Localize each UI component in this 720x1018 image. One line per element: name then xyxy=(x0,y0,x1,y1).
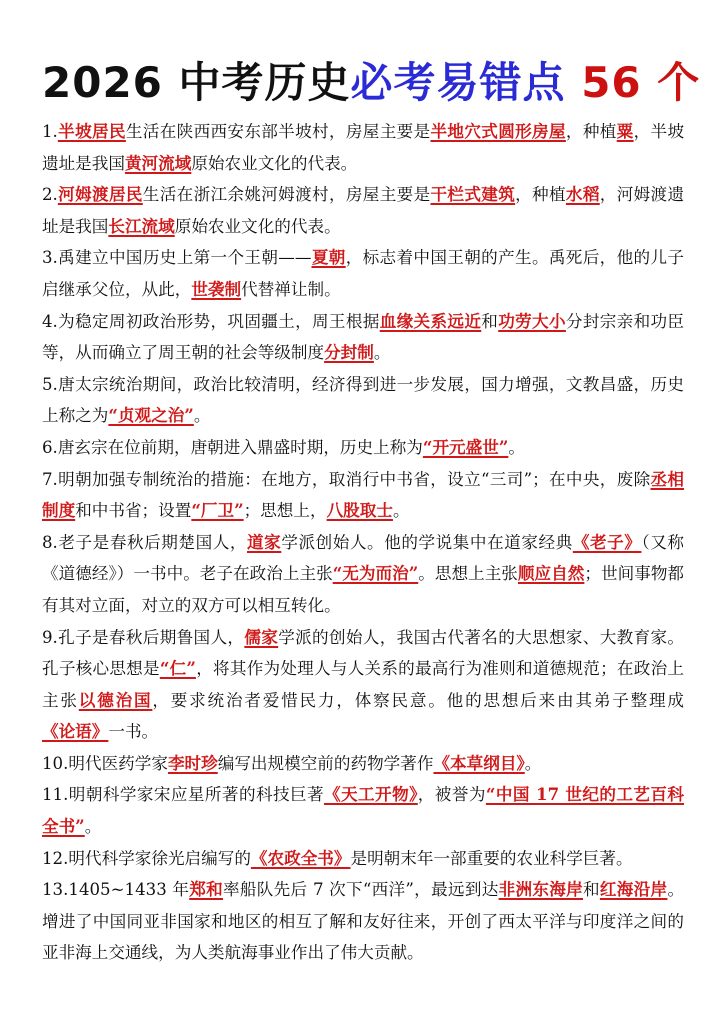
item-text: 。 xyxy=(524,753,542,773)
key-term: 丞相制度 xyxy=(42,468,685,521)
item-text: 。 xyxy=(84,817,102,837)
key-term: 黄河流域 xyxy=(124,152,192,173)
key-term: 《天工开物》 xyxy=(324,784,418,805)
item-text: ，要求统治者爱惜民力，体察民意。他的思想后来由其弟子整理成 xyxy=(152,690,685,710)
key-term: 《老子》 xyxy=(572,531,642,552)
item-text: 学派创始人。他的学说集中在道家经典 xyxy=(281,532,573,552)
key-term: 《本草纲目》 xyxy=(433,752,525,773)
key-term: 分封制 xyxy=(324,342,374,363)
item-text: 。 xyxy=(392,501,410,521)
key-term: 道家 xyxy=(247,531,282,552)
key-term: 干栏式建筑 xyxy=(430,184,516,205)
item-text: ；世间事物都有其对立面，对立的双方可以相互转化。 xyxy=(42,564,685,615)
knowledge-point-item xyxy=(42,779,684,842)
item-text: 12.明代科学家徐光启编写的 xyxy=(42,848,251,868)
key-term: 李时珍 xyxy=(167,752,218,773)
item-text: 13.1405~1433 年 xyxy=(42,880,190,900)
item-text: ，半坡遗址是我国 xyxy=(42,122,685,173)
key-term: “贞观之治” xyxy=(108,405,194,426)
item-text: 3.禹建立中国历史上第一个王朝—— xyxy=(42,248,312,268)
item-text: 4.为稳定周初政治形势，巩固疆土，周王根据 xyxy=(42,311,380,331)
item-text: 一书。 xyxy=(108,722,159,742)
key-term: 以德治国 xyxy=(78,689,153,710)
key-term: 儒家 xyxy=(244,626,279,647)
item-text: 。思想上主张 xyxy=(418,564,518,584)
key-term: 血缘关系远近 xyxy=(379,310,482,331)
knowledge-point-item xyxy=(42,369,684,432)
knowledge-point-item xyxy=(42,242,684,305)
key-term: “开元盛世” xyxy=(422,436,509,457)
key-term: 八股取士 xyxy=(326,500,393,521)
item-text: 是明朝末年一部重要的农业科学巨著。 xyxy=(350,848,633,868)
key-term: 河姆渡居民 xyxy=(57,184,143,205)
item-text: 原始农业文化的代表。 xyxy=(174,216,341,236)
key-term: “仁” xyxy=(159,658,196,679)
knowledge-point-item xyxy=(42,306,684,369)
knowledge-point-item xyxy=(42,748,684,780)
key-term: 粟 xyxy=(616,121,634,141)
title-part3: 个 xyxy=(657,58,701,107)
item-text: 生活在浙江余姚河姆渡村，房屋主要是 xyxy=(142,185,431,205)
key-term: 非洲东海岸 xyxy=(498,879,584,900)
item-text: 9.孔子是春秋后期鲁国人， xyxy=(42,627,245,647)
item-text: 。 xyxy=(508,437,525,457)
item-text: ，被誉为 xyxy=(417,785,486,805)
title-count: 56 xyxy=(581,58,642,107)
key-term: 长江流域 xyxy=(108,215,175,236)
title-part2: 必考易错点 xyxy=(350,58,566,107)
title-year: 2026 xyxy=(42,58,163,107)
item-text: 代替禅让制。 xyxy=(241,279,341,299)
item-text: 8.老子是春秋后期楚国人， xyxy=(42,532,248,552)
knowledge-point-item xyxy=(42,464,684,527)
item-text: 7.明朝加强专制统治的措施：在地方，取消行中书省，设立“三司”；在中央，废除 xyxy=(42,469,651,489)
item-text: ，标志着中国王朝的产生。禹死后，他的儿子启继承父位，从此， xyxy=(42,248,684,299)
item-text: ；思想上， xyxy=(243,501,327,521)
knowledge-point-item xyxy=(42,179,684,242)
key-term: 半坡居民 xyxy=(57,121,126,141)
title-part1: 中考历史 xyxy=(178,58,351,107)
item-text: 原始农业文化的代表。 xyxy=(191,153,358,173)
knowledge-point-item xyxy=(42,432,684,464)
key-term: 水稻 xyxy=(565,184,600,205)
item-text: 。增进了中国同亚非国家和地区的相互了解和友好往来，开创了西太平洋与印度洋之间的亚非海上交通线，为人类航海事业作出了伟大贡献。 xyxy=(42,880,685,963)
key-term: 郑和 xyxy=(189,879,223,900)
item-text: 6.唐玄宗在位前期，唐朝进入鼎盛时期，历史上称为 xyxy=(42,437,423,457)
item-text: 10.明代医药学家 xyxy=(42,753,168,773)
item-text: 1. xyxy=(42,122,58,141)
knowledge-point-item xyxy=(42,622,684,748)
item-text: 。 xyxy=(373,343,391,363)
item-text: 和 xyxy=(481,311,499,331)
item-text: ，将其作为处理人与人关系的最高行为准则和道德规范；在政治上主张 xyxy=(42,659,685,710)
key-term: “中国 17 世纪的工艺百科全书” xyxy=(42,784,685,837)
key-term: 半地穴式圆形房屋 xyxy=(430,121,566,141)
knowledge-point-item xyxy=(42,527,684,622)
item-text: 和 xyxy=(583,880,600,900)
item-text: 5.唐太宗统治期间，政治比较清明，经济得到进一步发展，国力增强，文教昌盛，历史上称之为 xyxy=(42,374,684,426)
key-term: 《论语》 xyxy=(42,721,109,742)
key-term: 功劳大小 xyxy=(498,310,566,331)
knowledge-point-list xyxy=(42,116,684,969)
item-text: ，种植 xyxy=(515,185,566,205)
item-text: 率船队先后 7 次下“西洋”，最远到达 xyxy=(222,880,499,900)
key-term: 红海沿岸 xyxy=(599,879,668,900)
knowledge-point-item xyxy=(42,843,684,875)
key-term: 《农政全书》 xyxy=(250,847,351,868)
key-term: “厂卫” xyxy=(191,500,244,521)
knowledge-point-item xyxy=(42,874,684,969)
item-text: 学派的创始人，我国古代著名的大思想家、大教育家。孔子核心思想是 xyxy=(42,627,685,679)
key-term: 顺应自然 xyxy=(517,563,585,584)
item-text: 编写出规模空前的药物学著作 xyxy=(217,753,434,773)
item-text: 11.明朝科学家宋应星所著的科技巨著 xyxy=(42,785,325,805)
key-term: “无为而治” xyxy=(332,563,419,584)
item-text: 分封宗亲和功臣等，从而确立了周王朝的社会等级制度 xyxy=(42,311,685,363)
item-text: 生活在陕西西安东部半坡村，房屋主要是 xyxy=(125,122,431,141)
item-text: 。 xyxy=(193,406,211,426)
item-text: ，河姆渡遗址是我国 xyxy=(42,185,685,236)
item-text: 和中书省；设置 xyxy=(75,501,192,521)
knowledge-point-item xyxy=(42,116,684,179)
page-title xyxy=(42,0,701,110)
item-text: ，种植 xyxy=(565,122,617,141)
item-text: 2. xyxy=(42,185,58,205)
key-term: 世袭制 xyxy=(191,278,242,299)
item-text: （又称《道德经》）一书中。老子在政治上主张 xyxy=(42,532,685,584)
key-term: 夏朝 xyxy=(311,247,346,268)
